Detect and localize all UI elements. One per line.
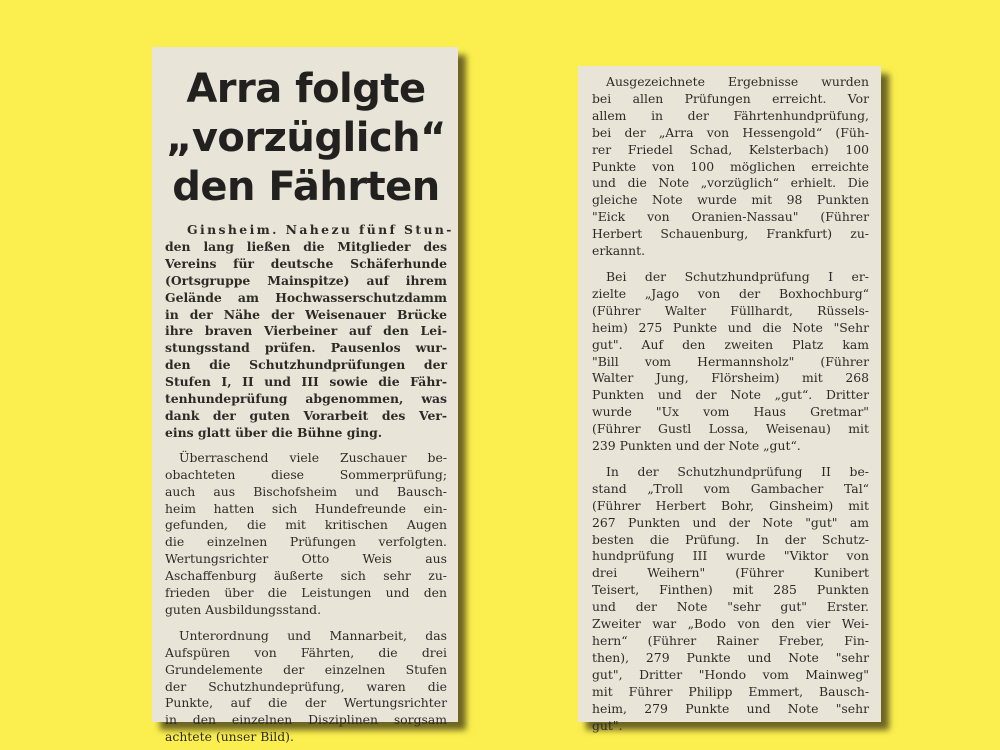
text-line: drei Weihern" (Führer Kunibert: [592, 565, 869, 581]
lead-line: Gelände am Hochwasserschutzdamm: [165, 289, 447, 305]
body-paragraph: [165, 450, 447, 619]
lead-line: Ginsheim. Nahezu fünf Stun-: [187, 222, 454, 237]
lead-line: Stufen I, II und III sowie die Fähr-: [165, 374, 447, 390]
lead-line: den die Schutzhundprüfungen der: [165, 357, 447, 373]
lead-line: stungsstand prüfen. Pausenlos wur-: [165, 340, 447, 356]
text-line: then), 279 Punkte und Note "sehr: [592, 649, 869, 665]
lead-line: (Ortsgruppe Mainspitze) auf ihrem: [165, 272, 447, 288]
text-line: (Führer Walter Füllhardt, Rüssels-: [592, 302, 869, 318]
lead-line: in der Nähe der Weisenauer Brücke: [165, 306, 447, 322]
lead-line: eins glatt über die Bühne ging.: [165, 424, 383, 440]
text-line: auch aus Bischofsheim und Bausch-: [165, 483, 447, 499]
left-newspaper-clipping: [152, 47, 458, 745]
text-line: rer Friedel Schad, Kelsterbach) 100: [592, 141, 869, 157]
text-line: Unterordnung und Mannarbeit, das: [179, 627, 447, 643]
lead-paragraph: [165, 222, 454, 442]
text-line: (Führer Gustl Lossa, Weisenau) mit: [592, 421, 869, 437]
lead-line: Vereins für deutsche Schäferhunde: [165, 255, 447, 271]
text-line: "Bill vom Hermannsholz" (Führer: [592, 353, 869, 369]
text-line: achtete (unser Bild).: [165, 729, 294, 745]
text-line: zielte „Jago von der Boxhochburg“: [592, 285, 869, 301]
text-line: obachteten diese Sommerprüfung;: [165, 466, 447, 482]
text-line: Wertungsrichter Otto Weis aus: [165, 551, 447, 567]
text-line: in den einzelnen Disziplinen sorgsam: [165, 712, 447, 728]
article-headline: [165, 65, 447, 212]
text-line: Bei der Schutzhundprüfung I er-: [606, 268, 869, 284]
text-line: In der Schutzhundprüfung II be-: [606, 463, 869, 479]
lead-line: tenhundeprüfung abgenommen, was: [165, 391, 447, 407]
text-line: besten die Prüfung. In der Schutz-: [592, 531, 869, 547]
headline-line: „vorzüglich“: [166, 115, 446, 161]
text-line: heim) 275 Punkte und die Note "Sehr: [592, 319, 869, 335]
text-line: stand „Troll vom Gambacher Tal“: [592, 480, 869, 496]
lead-line: ihre braven Vierbeiner auf den Lei-: [165, 323, 447, 339]
text-line: gefunden, die mit kritischen Augen: [165, 517, 447, 533]
text-line: und die Note „vorzüglich“ erhielt. Die: [592, 175, 869, 191]
text-line: Walter Jung, Flörsheim) mit 268: [592, 370, 869, 386]
text-line: hern“ (Führer Rainer Freber, Fin-: [592, 633, 869, 648]
text-line: 239 Punkten und der Note „gut“.: [592, 438, 801, 454]
lead-line: dank der guten Vorarbeit des Ver-: [165, 407, 447, 423]
body-paragraph: [592, 269, 869, 455]
text-line: hundprüfung III wurde "Viktor von: [592, 548, 869, 564]
text-line: Punkten und der Note „gut“. Dritter: [592, 387, 869, 403]
text-line: der Schutzhundeprüfung, waren die: [165, 678, 447, 694]
text-line: frieden über die Leistungen und den: [165, 585, 447, 601]
text-line: Ausgezeichnete Ergebnisse wurden: [606, 74, 869, 89]
text-line: Aufspüren von Fährten, die drei: [165, 644, 447, 660]
headline-line: den Fährten: [172, 164, 440, 210]
body-paragraph: [592, 74, 869, 260]
text-line: allem in der Fährtenhundprüfung,: [592, 107, 869, 123]
text-line: die einzelnen Prüfungen verfolgten.: [165, 534, 447, 550]
text-line: bei allen Prüfungen erreicht. Vor: [592, 90, 869, 106]
headline-line: Arra folgte: [186, 66, 426, 112]
text-line: wurde "Ux vom Haus Gretmar": [592, 404, 869, 420]
body-paragraph: [592, 464, 869, 735]
text-line: Grundelemente der einzelnen Stufen: [165, 661, 447, 677]
text-line: gut". Auf den zweiten Platz kam: [592, 336, 869, 352]
text-line: Punkte von 100 möglichen erreichte: [592, 158, 869, 174]
text-line: "Eick von Oranien-Nassau" (Führer: [592, 209, 869, 225]
text-line: bei der „Arra von Hessengold“ (Füh-: [592, 124, 869, 140]
body-paragraph: [165, 628, 447, 746]
text-line: erkannt.: [592, 243, 646, 259]
right-newspaper-clipping: [578, 66, 881, 733]
text-line: Teisert, Finthen) mit 285 Punkten: [592, 582, 869, 598]
text-line: guten Ausbildungsstand.: [165, 601, 322, 617]
text-line: mit Führer Philipp Emmert, Bausch-: [592, 683, 869, 699]
lead-line: den lang ließen die Mitglieder des: [165, 238, 447, 254]
text-line: 267 Punkten und der Note "gut" am: [592, 514, 869, 530]
text-line: Zweiter war „Bodo von den vier Wei-: [592, 616, 869, 632]
text-line: Aschaffenburg äußerte sich sehr zu-: [165, 568, 447, 584]
text-line: Punkte, auf die der Wertungsrichter: [165, 695, 447, 711]
text-line: Herbert Schauenburg, Frankfurt) zu-: [592, 226, 869, 242]
text-line: Überraschend viele Zuschauer be-: [179, 449, 447, 465]
text-line: (Führer Herbert Bohr, Ginsheim) mit: [592, 497, 869, 513]
text-line: gut", Dritter "Hondo vom Mainweg": [592, 666, 869, 682]
text-line: heim, 279 Punkte und Note "sehr: [592, 700, 869, 716]
text-line: heim hatten sich Hundefreunde ein-: [165, 500, 447, 516]
text-line: und der Note "sehr gut" Erster.: [592, 599, 869, 615]
text-line: gut".: [592, 717, 623, 733]
text-line: gleiche Note wurde mit 98 Punkten: [592, 192, 869, 208]
